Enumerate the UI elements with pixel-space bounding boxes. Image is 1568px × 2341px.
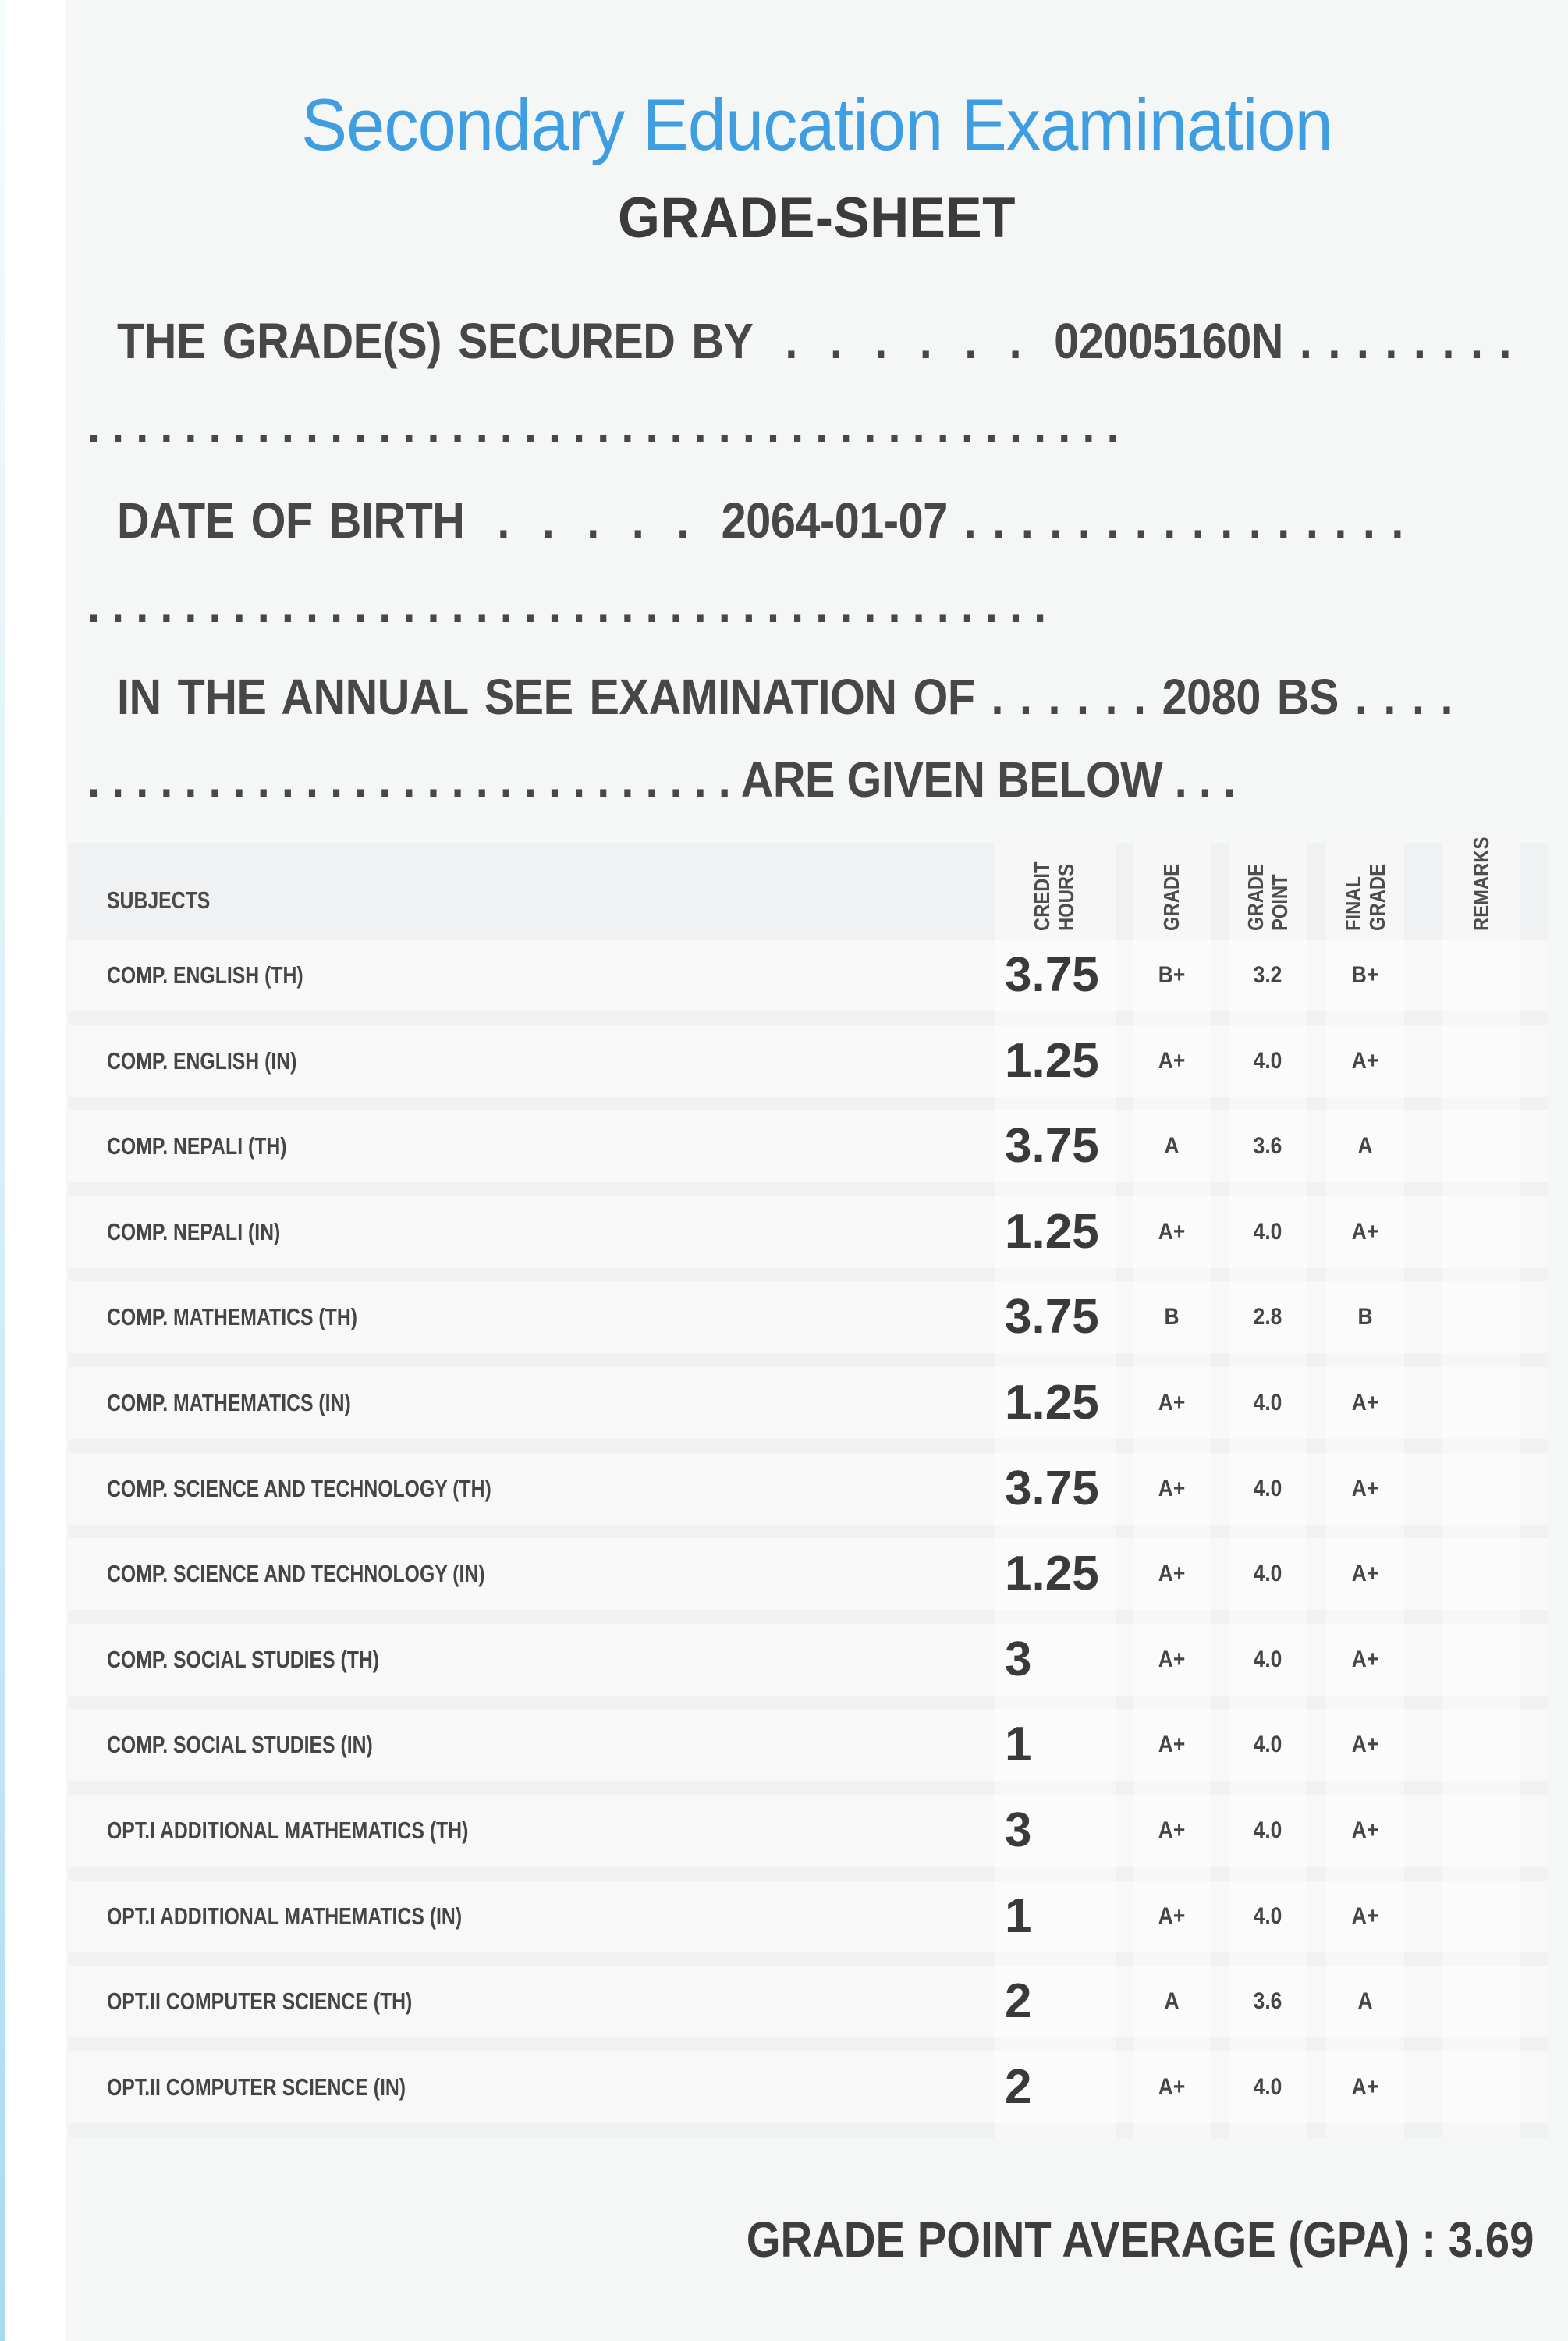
table-row (69, 1281, 1548, 1353)
credit-hours-cell: 3 (1005, 1632, 1032, 1686)
grade-cell: A+ (1158, 1390, 1186, 1416)
grade-point-cell: 2.8 (1253, 1304, 1282, 1330)
final-grade-cell: B (1357, 1304, 1373, 1330)
table-row (69, 1795, 1548, 1867)
table-row (69, 1453, 1548, 1525)
table-row (69, 1196, 1548, 1268)
grade-cell: A+ (1158, 2074, 1186, 2100)
remarks-cell (1444, 1453, 1520, 1525)
grade-cell: A (1164, 1133, 1180, 1159)
table-row (69, 1025, 1548, 1097)
remarks-cell (1444, 940, 1520, 1011)
credit-hours-cell: 1.25 (1005, 1205, 1099, 1259)
date-of-birth-wrap-dots: . . . . . . . . . . . . . . . . . . . . . . . . . . . . . . . . . . . . . . . . (87, 577, 1046, 633)
table-row (69, 1881, 1548, 1952)
grade-point-cell: 4.0 (1253, 1048, 1282, 1074)
grade-point-cell: 4.0 (1253, 1476, 1282, 1501)
grade-point-cell: 3.6 (1253, 1133, 1282, 1159)
grade-point-cell: 4.0 (1253, 1219, 1282, 1245)
subject-cell: COMP. SOCIAL STUDIES (IN) (107, 1731, 373, 1758)
subject-cell: COMP. ENGLISH (TH) (107, 961, 303, 989)
column-header-label: GRADE (1159, 864, 1184, 931)
grade-cell: A+ (1158, 1476, 1186, 1501)
grade-point-cell: 4.0 (1253, 1903, 1282, 1929)
subject-cell: COMP. SCIENCE AND TECHNOLOGY (IN) (107, 1560, 485, 1587)
final-grade-cell: A+ (1351, 1476, 1379, 1501)
final-grade-cell: A+ (1351, 1647, 1379, 1672)
screen-edge-accent (0, 0, 5, 2341)
grade-cell: A+ (1158, 1219, 1186, 1245)
column-header-remarks (1419, 825, 1544, 931)
remarks-cell (1444, 1281, 1520, 1353)
date-of-birth-line: DATE OF BIRTH . . . . . 2064-01-07 . . . . . . . . . . . . . . . . (117, 492, 1403, 549)
secured-by-wrap-dots: . . . . . . . . . . . . . . . . . . . . . . . . . . . . . . . . . . . . . . . . . . . (87, 397, 1119, 453)
grade-cell: A+ (1158, 1048, 1186, 1074)
column-header-label: FINAL GRADE (1340, 864, 1389, 931)
exam-year-line: IN THE ANNUAL SEE EXAMINATION OF . . . . . . 2080 BS . . . . (117, 669, 1453, 725)
subject-cell: COMP. NEPALI (TH) (107, 1132, 287, 1160)
credit-hours-cell: 3.75 (1005, 1290, 1099, 1344)
subject-cell: COMP. MATHEMATICS (IN) (107, 1389, 351, 1416)
table-row (69, 2051, 1548, 2123)
table-row (69, 1538, 1548, 1610)
credit-hours-cell: 3.75 (1005, 1462, 1099, 1515)
grade-cell: B+ (1158, 962, 1186, 988)
remarks-cell (1444, 1966, 1520, 2037)
grade-cell: A+ (1158, 1903, 1186, 1929)
table-row (69, 1624, 1548, 1696)
grade-cell: A+ (1158, 1647, 1186, 1672)
subject-cell: COMP. MATHEMATICS (TH) (107, 1303, 357, 1330)
subject-cell: COMP. NEPALI (IN) (107, 1218, 281, 1245)
table-row (69, 1966, 1548, 2037)
credit-hours-cell: 3.75 (1005, 948, 1099, 1002)
final-grade-cell: A+ (1351, 1048, 1379, 1074)
remarks-cell (1444, 1367, 1520, 1439)
grade-point-cell: 4.0 (1253, 1732, 1282, 1757)
remarks-cell (1444, 1795, 1520, 1867)
subject-cell: OPT.II COMPUTER SCIENCE (TH) (107, 1988, 413, 2015)
final-grade-cell: A+ (1351, 1219, 1379, 1245)
credit-hours-cell: 1 (1005, 1718, 1032, 1771)
subject-cell: OPT.II COMPUTER SCIENCE (IN) (107, 2073, 406, 2101)
grade-point-cell: 4.0 (1253, 1390, 1282, 1416)
remarks-cell (1444, 1538, 1520, 1610)
credit-hours-cell: 3.75 (1005, 1119, 1099, 1173)
column-header-label: CREDIT HOURS (1029, 861, 1078, 931)
grade-cell: A+ (1158, 1817, 1186, 1843)
table-row (69, 1367, 1548, 1439)
exam-wrap-line: . . . . . . . . . . . . . . . . . . . . . . . . . . . ARE GIVEN BELOW . . . (87, 751, 1236, 808)
credit-hours-cell: 2 (1005, 1974, 1032, 2028)
final-grade-cell: A+ (1351, 1390, 1379, 1416)
column-header-credit-hours (992, 825, 1116, 931)
final-grade-cell: B+ (1351, 962, 1379, 988)
page-subtitle: GRADE-SHEET (617, 186, 1016, 250)
page-title: Secondary Education Examination (301, 83, 1332, 165)
table-row (69, 940, 1548, 1011)
credit-hours-cell: 1.25 (1005, 1547, 1099, 1600)
remarks-cell (1444, 1624, 1520, 1696)
column-header-label: GRADE POINT (1243, 864, 1292, 931)
credit-hours-cell: 2 (1005, 2060, 1032, 2114)
grade-point-cell: 4.0 (1253, 1561, 1282, 1586)
credit-hours-cell: 1.25 (1005, 1376, 1099, 1430)
table-row (69, 1110, 1548, 1182)
grade-point-cell: 4.0 (1253, 2074, 1282, 2100)
final-grade-cell: A (1357, 1988, 1373, 2014)
grade-cell: A+ (1158, 1732, 1186, 1757)
left-gutter (0, 0, 66, 2341)
grade-point-cell: 3.6 (1253, 1988, 1282, 2014)
remarks-cell (1444, 1025, 1520, 1097)
grade-point-cell: 3.2 (1253, 962, 1282, 988)
subject-cell: COMP. SCIENCE AND TECHNOLOGY (TH) (107, 1475, 491, 1502)
secured-by-line: THE GRADE(S) SECURED BY . . . . . . 02005160N . . . . . . . . (117, 313, 1512, 369)
grade-point-cell: 4.0 (1253, 1647, 1282, 1672)
grade-point-cell: 4.0 (1253, 1817, 1282, 1843)
final-grade-cell: A+ (1351, 1817, 1379, 1843)
grade-cell: A (1164, 1988, 1180, 2014)
subjects-column-header: SUBJECTS (107, 886, 211, 914)
final-grade-cell: A (1357, 1133, 1373, 1159)
remarks-cell (1444, 1709, 1520, 1781)
table-row (69, 1709, 1548, 1781)
grade-cell: A+ (1158, 1561, 1186, 1586)
gpa-summary-line: GRADE POINT AVERAGE (GPA) : 3.69 (746, 2211, 1534, 2268)
column-header-label: REMARKS (1469, 837, 1494, 931)
subject-cell: OPT.I ADDITIONAL MATHEMATICS (TH) (107, 1817, 469, 1844)
subject-cell: COMP. SOCIAL STUDIES (TH) (107, 1646, 380, 1673)
credit-hours-cell: 3 (1005, 1803, 1032, 1857)
subject-cell: COMP. ENGLISH (IN) (107, 1047, 297, 1075)
remarks-cell (1444, 1881, 1520, 1952)
final-grade-cell: A+ (1351, 1903, 1379, 1929)
credit-hours-cell: 1.25 (1005, 1034, 1099, 1088)
remarks-cell (1444, 1110, 1520, 1182)
final-grade-cell: A+ (1351, 2074, 1379, 2100)
grade-cell: B (1164, 1304, 1180, 1330)
remarks-cell (1444, 2051, 1520, 2123)
credit-hours-cell: 1 (1005, 1889, 1032, 1943)
subject-cell: OPT.I ADDITIONAL MATHEMATICS (IN) (107, 1902, 463, 1930)
remarks-cell (1444, 1196, 1520, 1268)
final-grade-cell: A+ (1351, 1561, 1379, 1586)
final-grade-cell: A+ (1351, 1732, 1379, 1757)
column-header-final-grade (1303, 825, 1428, 931)
